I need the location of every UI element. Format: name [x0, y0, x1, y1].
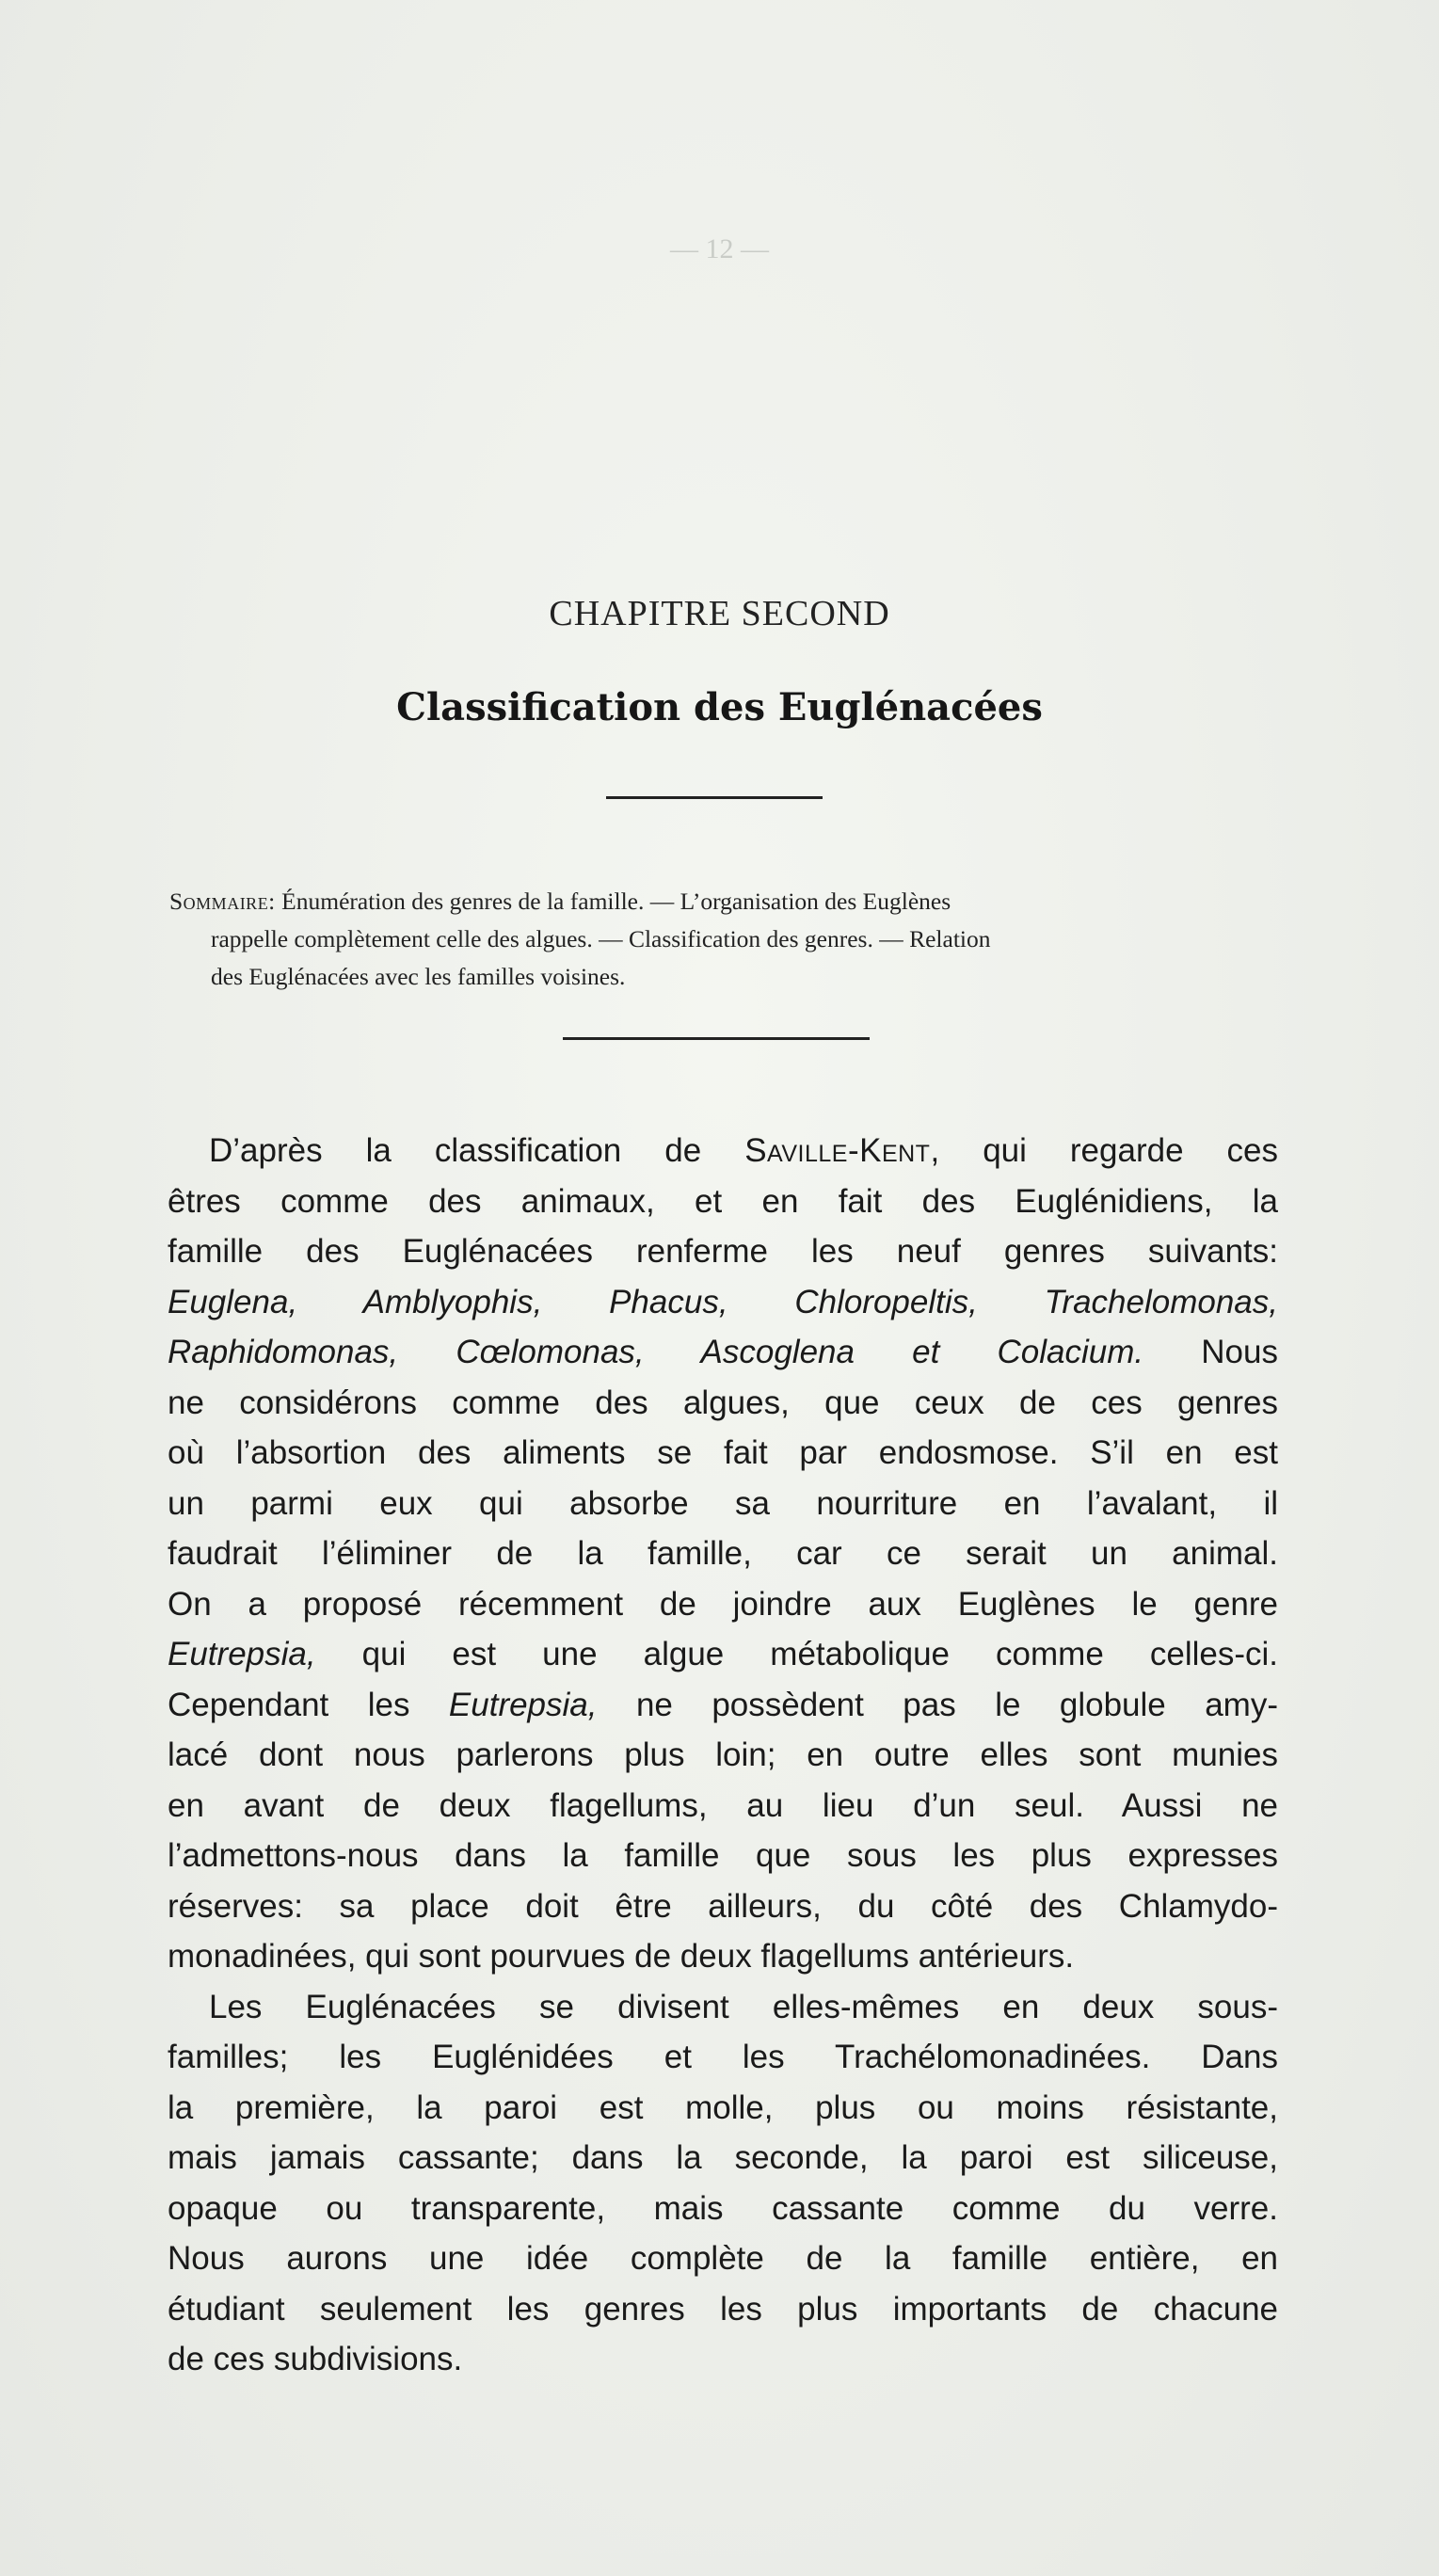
para2-line-1: Les Euglénacées se divisent elles-mêmes en deux sous- [209, 1988, 1278, 2025]
para1-text: ne possèdent pas le globule amy- [597, 1686, 1278, 1723]
para1-text: , qui regarde ces [930, 1132, 1278, 1169]
para2-line-2: familles; les Euglénidées et les Trachélomonadinées. Dans [168, 2039, 1278, 2075]
summary-lead: Sommaire: [169, 888, 276, 915]
para1-text: Nous [1143, 1334, 1278, 1370]
para1-line-12 [168, 1680, 1278, 1731]
summary-text-1: Énumération des genres de la famille. — L’organisation des Euglènes [275, 888, 951, 915]
genus-name: Eutrepsia, [448, 1686, 598, 1723]
para1-line-3: famille des Euglénacées renferme les neuf genres suivants: [168, 1233, 1278, 1270]
para1-line-17: monadinées, qui sont pourvues de deux flagellums antérieurs. [168, 1938, 1075, 1975]
para1-line-6: ne considérons comme des algues, que ceux de ces genres [168, 1384, 1278, 1421]
para1-line-9: faudrait l’éliminer de la famille, car ce serait un animal. [168, 1535, 1278, 1572]
para1-line-14: en avant de deux flagellums, au lieu d’un seul. Aussi ne [168, 1786, 1278, 1824]
para2-line-5: opaque ou transparente, mais cassante comme du verre. [168, 2189, 1278, 2227]
genus-list: Euglena, Amblyophis, Phacus, Chloropeltis, Trachelomonas, [168, 1283, 1278, 1320]
para1-line-4 [168, 1277, 1278, 1328]
para2-line-6: Nous aurons une idée complète de la famille entière, en [168, 2240, 1278, 2277]
summary-line-1 [169, 883, 1289, 920]
page-number: — 12 — [670, 233, 769, 264]
para1-line-1 [168, 1126, 1278, 1176]
para1-line-7: où l’absortion des aliments se fait par endosmose. S’il en est [168, 1434, 1278, 1471]
para2-line-7: étudiant seulement les genres les plus importants de chacune [168, 2290, 1278, 2328]
para1-line-2: êtres comme des animaux, et en fait des Euglénidiens, la [168, 1182, 1278, 1220]
body-text [168, 1126, 1278, 2385]
para2-line-8: de ces subdivisions. [168, 2341, 463, 2377]
para1-line-15: l’admettons-nous dans la famille que sous les plus expresses [168, 1837, 1278, 1874]
para1-line-8: un parmi eux qui absorbe sa nourriture en l’avalant, il [168, 1484, 1278, 1522]
genus-name: Eutrepsia, [168, 1636, 316, 1672]
summary-line-3: des Euglénacées avec les familles voisines. [211, 963, 626, 990]
chapter-title: Classification des Euglénacées [396, 685, 1043, 729]
divider-rule-bottom [563, 1037, 870, 1040]
para1-line-13: lacé dont nous parlerons plus loin; en outre elles sont munies [168, 1736, 1278, 1773]
para2-line-4: mais jamais cassante; dans la seconde, la paroi est siliceuse, [168, 2139, 1278, 2176]
para1-text: D’après la classification de [209, 1132, 745, 1169]
para1-line-11 [168, 1629, 1278, 1680]
author-name: Saville-Kent [744, 1132, 931, 1169]
para1-line-10: On a proposé récemment de joindre aux Euglènes le genre [168, 1585, 1278, 1623]
divider-rule-top [606, 796, 823, 799]
para1-line-5 [168, 1327, 1278, 1378]
para1-text: qui est une algue métabolique comme celles-ci. [315, 1636, 1278, 1672]
chapter-summary [169, 883, 1289, 996]
genus-list: Raphidomonas, Cœlomonas, Ascoglena et Colacium. [168, 1334, 1144, 1370]
para1-text: Cependant les [168, 1686, 449, 1723]
para1-line-16: réserves: sa place doit être ailleurs, du côté des Chlamydo- [168, 1887, 1278, 1925]
para2-line-3: la première, la paroi est molle, plus ou moins résistante, [168, 2088, 1278, 2126]
summary-line-2: rappelle complètement celle des algues. — Classification des genres. — Relation [211, 925, 991, 952]
chapter-heading: CHAPITRE SECOND [549, 594, 890, 633]
